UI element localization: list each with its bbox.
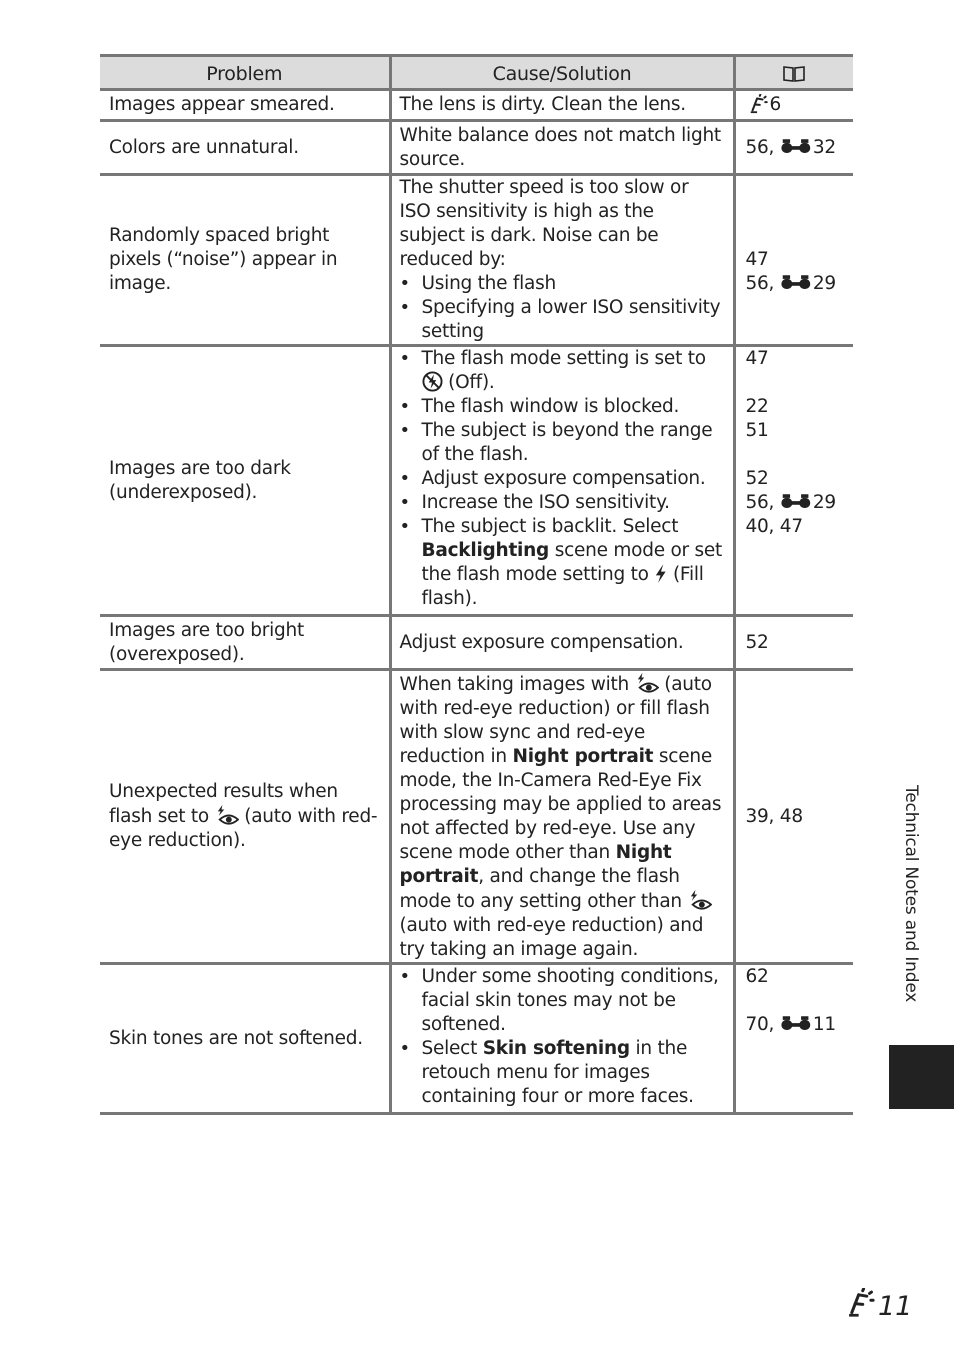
troubleshooting-table (100, 54, 853, 1115)
page-number (842, 1288, 912, 1322)
list-item: • The subject is beyond the range of the flash. (400, 419, 725, 467)
reference-page: 40, 47 (745, 516, 803, 537)
solution-list (400, 347, 725, 611)
reference-page: 51 (745, 420, 769, 441)
list-item-text: The flash mode setting is set to (421, 348, 706, 369)
scene-mode-name: Backlighting (421, 540, 550, 561)
solution-cell (390, 175, 734, 346)
solution-text: , and change the flash mode to any setting other than (399, 865, 682, 912)
reference-page: 56, (745, 492, 780, 513)
list-item-text: Select (421, 1038, 478, 1059)
reference-line (746, 272, 846, 296)
table-row (100, 121, 853, 175)
solution-cell: The lens is dirty. Clean the lens. (390, 90, 734, 121)
problem-cell: Colors are unnatural. (100, 121, 390, 175)
list-item: • Specifying a lower ISO sensitivity setting (400, 296, 725, 344)
list-item-text: scene mode or set the flash mode setting to (421, 540, 723, 585)
solution-cell: White balance does not match light source. (390, 121, 734, 175)
solution-cell (390, 670, 734, 964)
reference-page: 47 (745, 348, 769, 369)
reference-page: 11 (812, 1014, 836, 1035)
table-header-row (100, 56, 853, 90)
problem-cell: Randomly spaced bright pixels (“noise”) appear in image. (100, 175, 390, 346)
problem-text: (auto with red-eye reduction). (109, 806, 378, 851)
solution-text: (auto with red-eye reduction) and try taking an image again. (399, 914, 704, 960)
section-side-label: Technical Notes and Index (901, 785, 921, 1003)
table-row (100, 616, 853, 670)
header-problem: Problem (100, 56, 390, 90)
solution-cell: Adjust exposure compensation. (390, 616, 734, 670)
red-eye-flash-icon (688, 889, 712, 911)
red-eye-flash-icon (215, 804, 239, 826)
menu-option-name: Skin softening (482, 1038, 630, 1059)
solution-text: (auto with red-eye reduction) or fill flash with slow sync and red-eye reduction in (399, 673, 712, 767)
reference-page: 32 (812, 136, 836, 158)
problem-cell: Images are too bright (overexposed). (100, 616, 390, 670)
list-item: • Adjust exposure compensation. (400, 467, 725, 491)
solution-cell (390, 964, 734, 1114)
reference-cell (734, 121, 853, 175)
scene-mode-name: Night portrait (399, 841, 672, 887)
list-item-text: (Fill flash). (421, 564, 704, 609)
table-row (100, 670, 853, 964)
problem-text: Unexpected results when flash set to (109, 781, 338, 827)
problem-cell: Images are too dark (underexposed). (100, 346, 390, 616)
problem-cell: Images appear smeared. (100, 90, 390, 121)
list-item (400, 515, 725, 611)
table-row (100, 346, 853, 616)
tip-icon (746, 94, 770, 114)
section-tab-marker (889, 1045, 954, 1109)
reference-page: 70, (745, 1014, 780, 1035)
reference-section-icon (780, 493, 813, 512)
scene-mode-name: Night portrait (512, 745, 654, 767)
header-cause-solution: Cause/Solution (390, 56, 734, 90)
flash-off-icon (422, 371, 443, 392)
header-page-reference (734, 56, 853, 90)
list-item (400, 1037, 725, 1109)
list-item-text: in the retouch menu for images containing four or more faces. (421, 1038, 694, 1107)
reference-line (746, 491, 846, 515)
reference-section-icon (780, 138, 813, 157)
reference-page: 6 (769, 94, 782, 115)
reference-cell (734, 964, 853, 1114)
table-row (100, 964, 853, 1114)
reference-page: 56, (745, 136, 780, 158)
problem-cell (100, 670, 390, 964)
list-item-text: The subject is backlit. Select (421, 516, 679, 537)
reference-section-icon (780, 1015, 813, 1034)
reference-section-icon (780, 274, 813, 293)
book-icon (782, 65, 806, 83)
reference-cell (734, 175, 853, 346)
reference-page: 62 (745, 966, 769, 987)
reference-cell: 52 (734, 616, 853, 670)
reference-cell: 39, 48 (734, 670, 853, 964)
solution-list (400, 272, 725, 344)
red-eye-flash-icon (635, 672, 659, 694)
list-item (400, 347, 725, 395)
list-item: • The flash window is blocked. (400, 395, 725, 419)
problem-cell: Skin tones are not softened. (100, 964, 390, 1114)
reference-page: 56, (745, 273, 780, 294)
list-item: • Using the flash (400, 272, 725, 296)
solution-text: When taking images with (399, 673, 629, 695)
reference-cell (734, 90, 853, 121)
tip-icon (842, 1288, 878, 1318)
page-number-text: 11 (878, 1291, 913, 1322)
list-item: • Under some shooting conditions, facial skin tones may not be softened. (400, 965, 725, 1037)
reference-page: 52 (745, 468, 769, 489)
reference-cell (734, 346, 853, 616)
list-item-text: (Off). (448, 372, 495, 393)
reference-page: 29 (812, 492, 836, 513)
flash-icon (654, 563, 667, 584)
reference-page: 29 (812, 273, 836, 294)
reference-page: 47 (745, 249, 769, 270)
solution-list (400, 965, 725, 1109)
table-row (100, 175, 853, 346)
list-item: • Increase the ISO sensitivity. (400, 491, 725, 515)
solution-intro: The shutter speed is too slow or ISO sensitivity is high as the subject is dark. Noise can be reduced by: (399, 177, 689, 270)
reference-page: 22 (745, 396, 769, 417)
solution-text: scene mode, the In-Camera Red-Eye Fix processing may be applied to areas not affected by red-eye. Use any scene mode other than (399, 745, 722, 863)
table-row (100, 90, 853, 121)
reference-line (746, 1013, 846, 1037)
solution-cell (390, 346, 734, 616)
